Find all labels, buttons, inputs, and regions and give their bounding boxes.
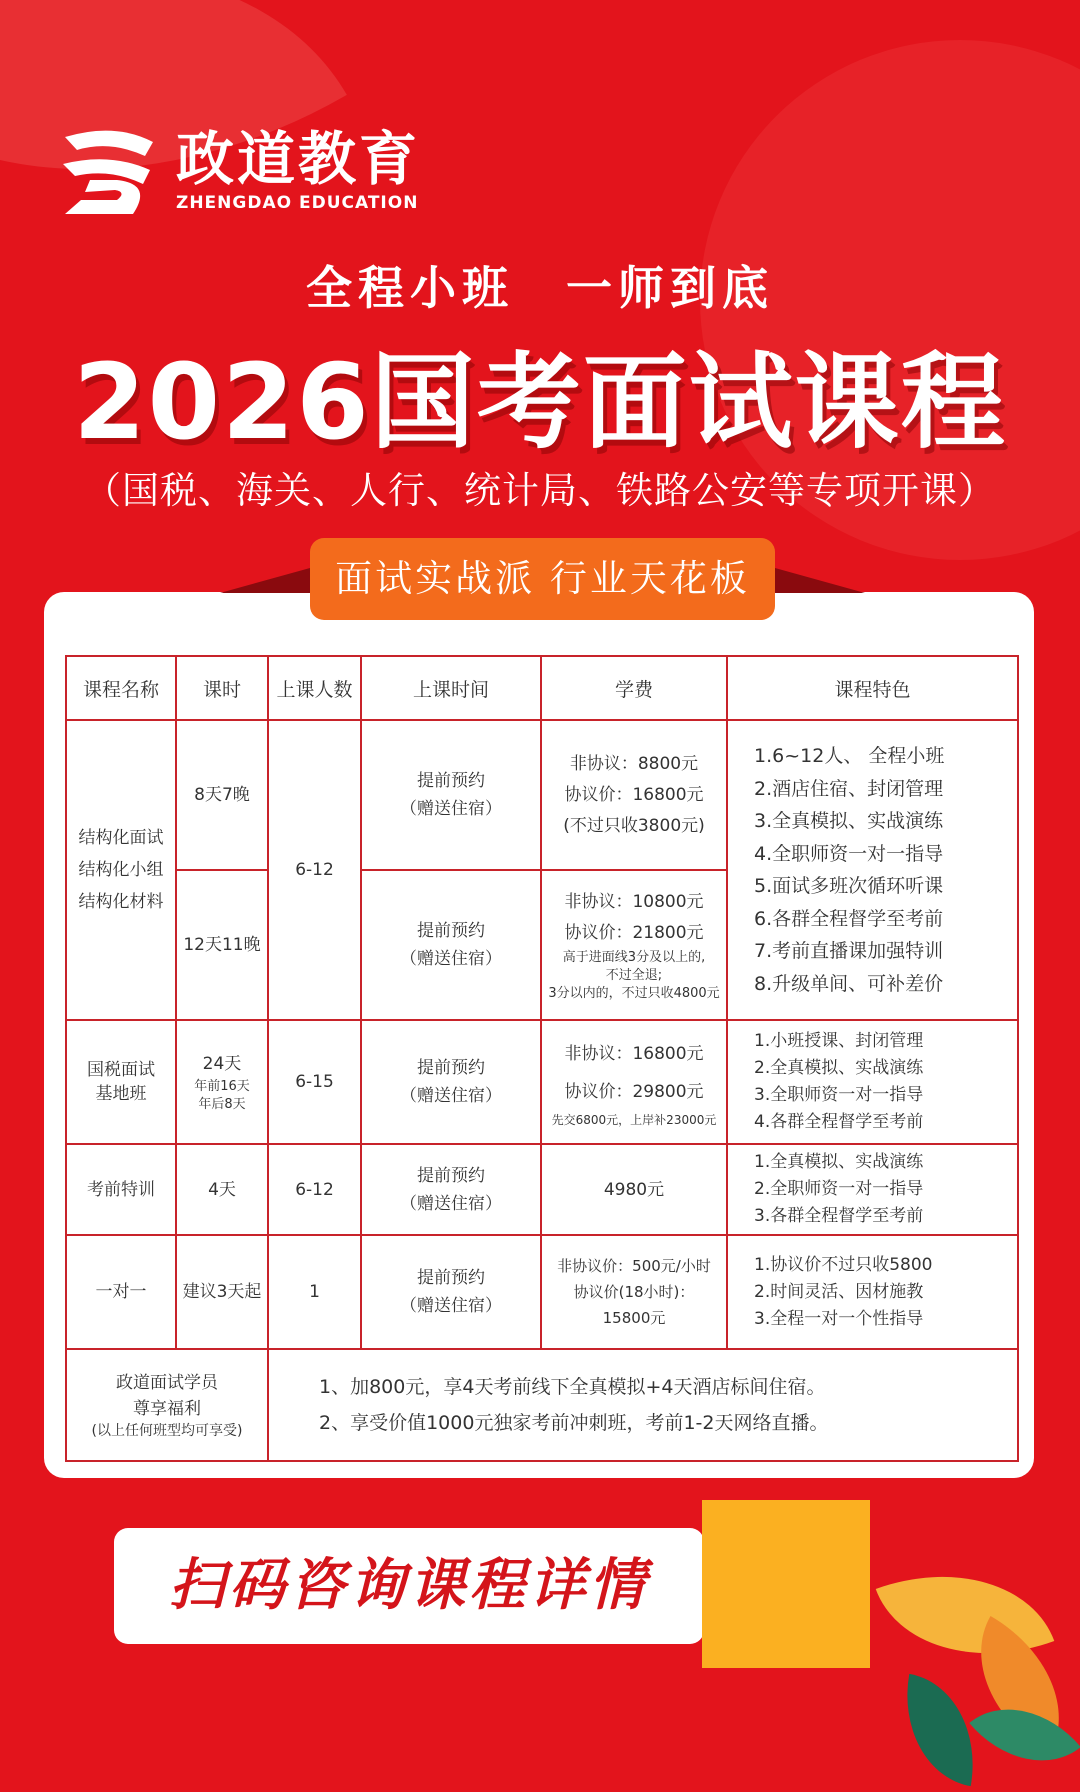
qr-code-placeholder[interactable]	[702, 1500, 870, 1668]
brand-name: 政道教育	[176, 124, 421, 193]
time-cell: 提前预约 （赠送住宿）	[361, 1235, 541, 1349]
count-cell: 6-12	[268, 1144, 361, 1235]
count-cell: 6-12	[268, 720, 361, 1020]
hours-cell: 4天	[176, 1144, 268, 1235]
logo-mark-icon	[55, 122, 160, 217]
hours-cell: 24天 年前16天 年后8天	[176, 1020, 268, 1144]
perks-items-cell: 1、加800元，享4天考前线下全真模拟+4天酒店标间住宿。 2、享受价值1000元独家考前冲刺班，考前1-2天网络直播。	[268, 1349, 1018, 1461]
features-cell: 1.6~12人、 全程小班 2.酒店住宿、封闭管理 3.全真模拟、实战演练 4.全职师资一对一指导 5.面试多班次循环听课 6.各群全程督学至考前 7.考前直播课加强特训 8.升级单间、可补差价	[727, 720, 1018, 1020]
time-cell: 提前预约 （赠送住宿）	[361, 1020, 541, 1144]
time-cell: 提前预约 （赠送住宿）	[361, 870, 541, 1020]
slogan: 全程小班 一师到底	[306, 261, 774, 315]
tag-label: 面试实战派 行业天花板	[310, 538, 775, 620]
column-header: 学费	[541, 656, 727, 720]
course-name-cell: 一对一	[66, 1235, 176, 1349]
fee-cell: 4980元	[541, 1144, 727, 1235]
table-row	[66, 1020, 1018, 1144]
leaf-decoration	[892, 1674, 988, 1786]
cta-banner: 扫码咨询课程详情	[114, 1528, 704, 1644]
column-header: 课程特色	[727, 656, 1018, 720]
course-name-cell: 结构化面试 结构化小组 结构化材料	[66, 720, 176, 1020]
column-header: 上课时间	[361, 656, 541, 720]
brand-name-en: ZHENGDAO EDUCATION	[176, 192, 419, 213]
hours-cell: 建议3天起	[176, 1235, 268, 1349]
column-header: 上课人数	[268, 656, 361, 720]
subtitle: （国税、海关、人行、统计局、铁路公安等专项开课）	[84, 469, 996, 512]
course-table	[65, 655, 1019, 1462]
features-cell: 1.协议价不过只收5800 2.时间灵活、因材施教 3.全程一对一个性指导	[727, 1235, 1018, 1349]
perks-label-cell: 政道面试学员 尊享福利 (以上任何班型均可享受)	[66, 1349, 268, 1461]
hours-cell: 12天11晚	[176, 870, 268, 1020]
fee-cell: 非协议：8800元 协议价：16800元 (不过只收3800元)	[541, 720, 727, 870]
time-cell: 提前预约 （赠送住宿）	[361, 1144, 541, 1235]
perks-row	[66, 1349, 1018, 1461]
features-cell: 1.小班授课、封闭管理 2.全真模拟、实战演练 3.全职师资一对一指导 4.各群全程督学至考前	[727, 1020, 1018, 1144]
course-name-cell: 国税面试 基地班	[66, 1020, 176, 1144]
column-header: 课时	[176, 656, 268, 720]
count-cell: 1	[268, 1235, 361, 1349]
fee-cell: 非协议：16800元 协议价：29800元 先交6800元，上岸补23000元	[541, 1020, 727, 1144]
column-header: 课程名称	[66, 656, 176, 720]
count-cell: 6-15	[268, 1020, 361, 1144]
hours-cell: 8天7晚	[176, 720, 268, 870]
table-header-row	[66, 656, 1018, 720]
fee-cell: 非协议：10800元 协议价：21800元 高于进面线3分及以上的, 不过全退; 3分以内的，不过只收4800元	[541, 870, 727, 1020]
features-cell: 1.全真模拟、实战演练 2.全职师资一对一指导 3.各群全程督学至考前	[727, 1144, 1018, 1235]
table-row	[66, 720, 1018, 870]
time-cell: 提前预约 （赠送住宿）	[361, 720, 541, 870]
tag-banner	[310, 538, 775, 620]
course-name-cell: 考前特训	[66, 1144, 176, 1235]
table-row	[66, 1144, 1018, 1235]
fee-cell: 非协议价：500元/小时 协议价(18小时)： 15800元	[541, 1235, 727, 1349]
page-title: 2026国考面试课程	[73, 341, 1007, 463]
table-row	[66, 1235, 1018, 1349]
brand-logo	[55, 122, 420, 217]
